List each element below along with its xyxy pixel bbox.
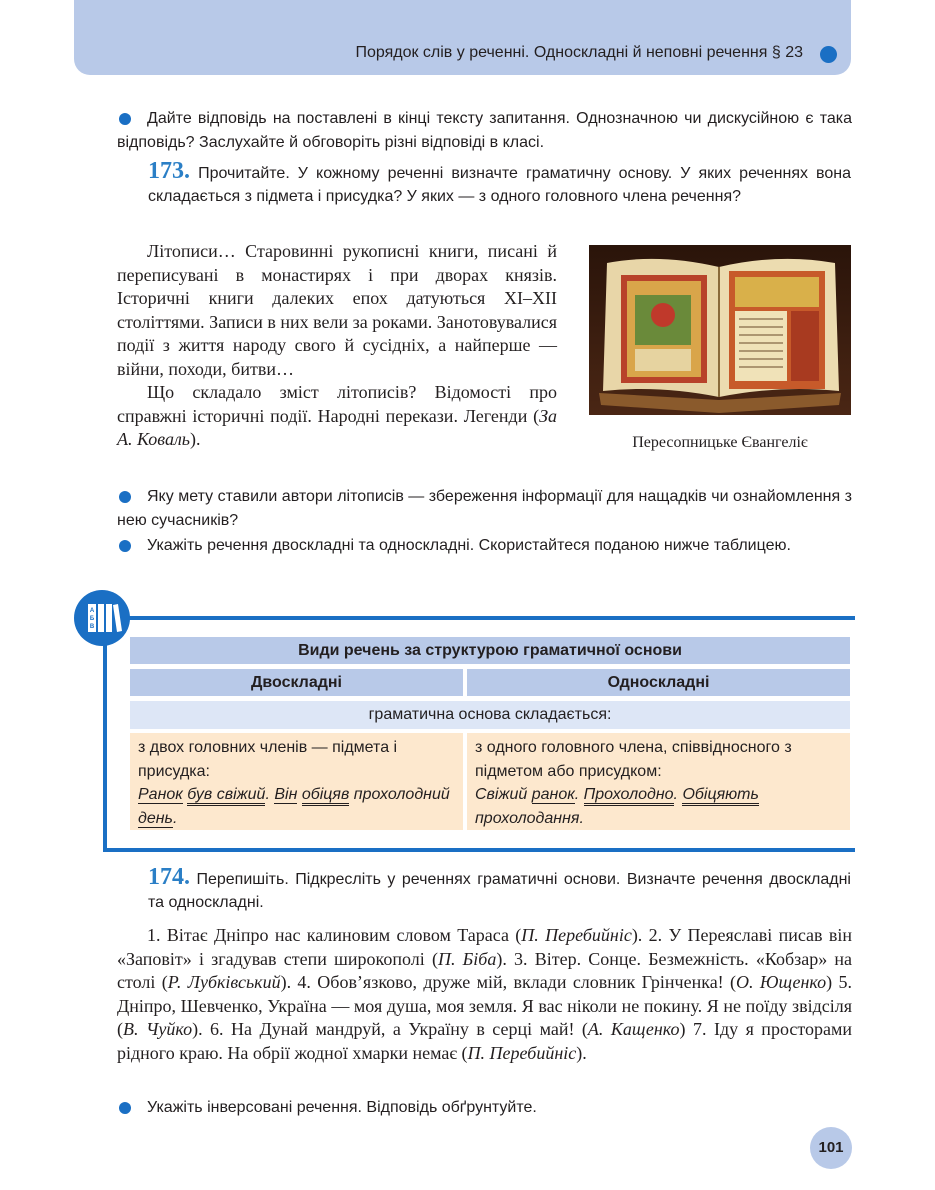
cell-example: Ранок був свіжий. Він обіцяв прохолодний день. [138, 786, 450, 827]
bullet-icon [119, 113, 131, 125]
table-cell-one-part: з одного головного члена, співвідносного з підметом або присудком: Свіжий ранок. Прохолодно. Обіцяють прохолодання. [467, 733, 850, 830]
source-author: За А. Коваль [117, 405, 557, 449]
question-inversion: Укажіть інверсовані речення. Відповідь обґрунтуйте. [117, 1096, 852, 1120]
text-paragraph: Літописи… Старовинні рукописні книги, писані й переписувані в монастирях і при дворах князів. Історичні книги далеких епох датуються XI–XII століттями. Записи в них вели за роками. Занотовувалися події з життя народу свого й сусідніх, а найперше — війни, походи, битви… [117, 241, 557, 379]
exercise-174-text: 1. Вітає Дніпро нас калиновим словом Тараса (П. Перебийніс). 2. У Переяславі писав він «Заповіт» і згадував степи широкополі (П. Біба). 3. Вітер. Сонце. Безмежність. «Кобзар» на столі (Р. Лубківський). 4. Обов’язково, друже мій, вклади словник Грінченка! (О. Ющенко) 5. Дніпро, Шевченко, Україна — моя душа, моя земля. Я вас ніколи не покину. Я не поїду звідсіля (В. Чуйко). 6. На Дунай мандруй, а Україну в серці май! (А. Кащенко) 7. Іду я просторами рідного краю. На обрії жодної хмарки немає (П. Перебийніс). [117, 925, 853, 1063]
svg-text:Б: Б [89, 616, 95, 622]
blue-dot-icon [820, 46, 837, 63]
image-caption: Пересопницьке Євангеліє [632, 434, 808, 451]
svg-text:В: В [89, 624, 95, 630]
page-header [74, 0, 851, 75]
question-goal: Яку мету ставили автори літописів — збереження інформації для нащадків чи ознайомлення з нею сучасників? [117, 488, 852, 529]
exercise-number: 173. [148, 158, 190, 184]
bullet-icon [119, 491, 131, 503]
svg-text:А: А [89, 608, 95, 614]
section-title: Порядок слів у реченні. Односкладні й неповні речення § 23 [355, 44, 803, 61]
exercise-number: 174. [148, 864, 190, 890]
table-cell-two-part: з двох головних членів — підмета і присудка: Ранок був свіжий. Він обіцяв прохолодний день. [130, 733, 463, 830]
table-title: Види речень за структурою граматичної основи [130, 637, 850, 664]
question-classify: Укажіть речення двоскладні та односкладні. Скористайтеся поданою нижче таблицею. [117, 534, 852, 558]
exercise-173-text [117, 240, 557, 452]
alphabet-books-icon [74, 590, 130, 646]
text-paragraph: Що складало зміст літописів? Відомості про справжні історичні події. Народні перекази. Легенди (За А. Коваль). [117, 382, 557, 449]
cell-example: Свіжий ранок. Прохолодно. Обіцяють прохолодання. [475, 786, 759, 827]
page-number: 101 [810, 1127, 852, 1169]
bullet-icon [119, 1102, 131, 1114]
exercise-173-task: 173. Прочитайте. У кожному реченні визначте граматичну основу. У яких реченнях вона складається з підмета і присудка? У яких — з одного головного члена речення? [148, 158, 852, 205]
table-header-one-part: Односкладні [467, 669, 850, 696]
bullet-icon [119, 540, 131, 552]
intro-question: Дайте відповідь на поставлені в кінці тексту запитання. Однозначною чи дискусійною є така відповідь? Заслухайте й обговоріть різні відповіді в класі. [117, 110, 852, 151]
peresopnytsia-gospel-image [589, 245, 851, 415]
exercise-174-task: 174. Перепишіть. Підкресліть у реченнях граматичні основи. Визначте речення двоскладні та односкладні. [148, 864, 851, 911]
table-subheader: граматична основа складається: [130, 701, 850, 729]
table-header-two-part: Двоскладні [130, 669, 463, 696]
